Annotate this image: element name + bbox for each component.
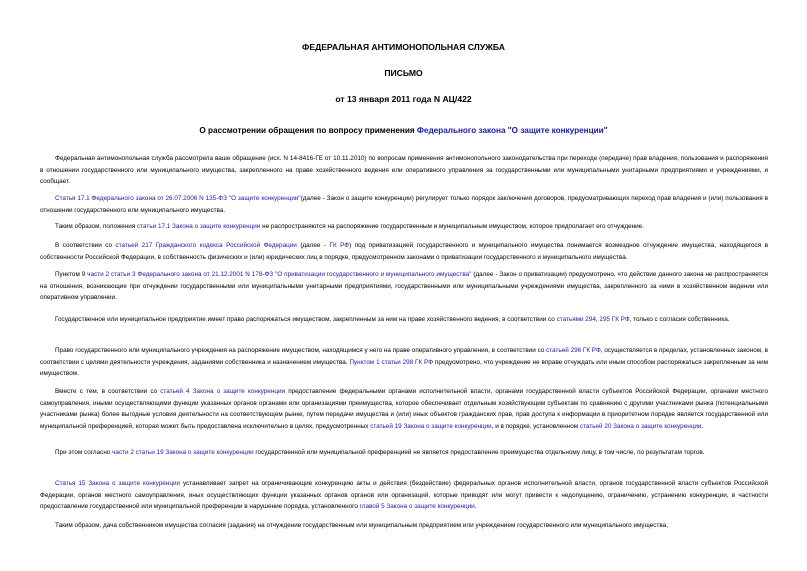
paragraph-6-text-a: Государственное или муниципальное предприятие имеет право распоряжаться имуществом, закрепленным за ним на праве хозяйственного ведения, в соответствии со — [55, 316, 557, 323]
document-subject — [0, 126, 807, 135]
paragraph-4-text-b: (далее - — [296, 242, 330, 249]
paragraph-9 — [40, 447, 768, 459]
paragraph-7 — [40, 345, 768, 380]
link-article-17-1[interactable]: Статья 17.1 Федерального закона от 26.07.2006 N 135-ФЗ "О защите конкуренции" — [55, 195, 301, 202]
subject-text: О рассмотрении обращения по вопросу применения — [199, 126, 417, 135]
paragraph-4 — [40, 240, 768, 263]
link-article-20[interactable]: статьей 20 Закона о защите конкуренции — [579, 422, 702, 430]
link-article-17-1-law[interactable]: статьи 17.1 Закона о защите конкуренции — [137, 223, 261, 230]
paragraph-8-text-d: . — [701, 422, 704, 430]
paragraph-5-text-b: (далее - Закон о приватизации) предусмотрено, что действие данного закона не распространяется на отношения, возникающие при отчуждении государственными или муниципальными унитарными предприятиями, государственными или муниципальными учреждениями имущества, закрепленного за ними в хозяйственном ведении или оперативном управлении. — [40, 271, 768, 302]
link-article-296[interactable]: статьей 296 ГК РФ — [546, 347, 601, 354]
paragraph-7-text-c: предусмотрено, что учреждение не вправе отчуждать или иным способом распоряжаться закрепленным за ним имуществом. — [40, 358, 768, 378]
paragraph-4-text-a: В соответствии со — [55, 242, 116, 249]
link-article-15[interactable]: Статья 15 Закона о защите конкуренции — [55, 480, 181, 487]
link-article-19[interactable]: статьей 19 Закона о защите конкуренции — [370, 422, 492, 430]
link-article-294[interactable]: статьями 294 — [556, 316, 596, 323]
link-civil-code-217[interactable]: статьей 217 Гражданского кодекса Российской Федерации — [115, 242, 297, 249]
paragraph-9-text-b: государственной или муниципальной преференцией не является предоставление преимущества отдельному лицу, в том числе, по результатам торгов. — [253, 449, 705, 456]
paragraph-10 — [40, 478, 768, 513]
link-privatization-law[interactable]: части 2 статьи 3 Федерального закона от 21.12.2001 N 178-ФЗ "О приватизации государственного и муниципального имущества" — [87, 271, 472, 278]
paragraph-4-text-c: ) под приватизацией государственного и муниципального имущества понимается возмездное отчуждение имущества, находящегося в собственности Российской Федерации, в собственность физических и (или) юридических лиц в порядке, предусмотренном законами о приватизации государственного и муниципального имущества. — [40, 242, 769, 261]
paragraph-11: Таким образом, дача собственником имущества согласия (задания) на отчуждение государственным или муниципальным предприятием или учреждением государственного или муниципального имущества, — [55, 522, 668, 529]
paragraph-7-text-a: Право государственного или муниципального учреждения на распоряжение имуществом, находящимся у него на праве оперативного управления, в соответствии со — [55, 347, 547, 354]
paragraph-5 — [40, 269, 768, 304]
paragraph-10-text-a: устанавливает запрет на ограничивающие конкуренцию акты и действия (бездействие) федеральных органов исполнительной власти, органов государственной власти субъектов Российской Федерации, органов местного самоуправления, иных осуществляющих функции указанных органов органов или организаций, которые приводят или могут привести к недопущению, ограничению, устранению конкуренции, в частности предоставление государственной или муниципальной преференции в нарушение порядка, установленного — [40, 480, 769, 511]
paragraph-8-text-b: предоставление федеральными органами исполнительной власти, органами государственной власти субъектов Российской Федерации, органами местного самоуправления, иными осуществляющими функции указанных органов органами или организациями преимущества, которое обеспечивает отдельным хозяйствующим субъектам по сравнению с другими участниками рынка (потенциальными участниками рынка) более выгодные условия деятельности на соответствующем рынке, путем передачи имущества и (или) иных объектов гражданских прав, прав доступа к информации в приоритетном порядке является государственной или муниципальной преференцией, которая может быть предоставлена исключительно в целях, предусмотренных — [40, 388, 768, 430]
link-article-19-part-2[interactable]: части 2 статьи 19 Закона о защите конкуренции — [112, 449, 254, 456]
paragraph-6-text-c: , только с согласия собственника. — [629, 316, 730, 323]
paragraph-1: Федеральная антимонопольная служба рассмотрела ваше обращение (исх. N 14-8416-ГЕ от 10.11.2010) по вопросам применения антимонопольного законодательства при переходе (передаче) прав владения, пользования и распоряжения в отношении государственного или муниципального имущества, закрепленного на праве хозяйственного ведения или оперативного управления за государственными или муниципальными унитарными предприятиями и учреждениями, и сообщает. — [40, 155, 768, 186]
document-date: от 13 января 2011 года N АЦ/422 — [335, 94, 472, 104]
paragraph-6-text-b: , — [595, 316, 600, 323]
link-article-295[interactable]: 295 ГК РФ — [599, 316, 630, 323]
link-civil-code[interactable]: ГК РФ — [329, 242, 350, 249]
paragraph-8 — [40, 386, 768, 432]
paragraph-3 — [40, 221, 768, 233]
paragraph-8-text-a: Вместе с тем, в соответствии со — [55, 388, 161, 395]
paragraph-2 — [40, 193, 768, 216]
paragraph-10-text-b: . — [474, 503, 477, 511]
paragraph-2-text: (далее - Закон о защите конкуренции) регулирует только порядок заключения договоров, предусматривающих переход прав владения и (или) пользования в отношении государственного или муниципального имущества. — [40, 195, 768, 214]
paragraph-3-text-b: не распространяются на распоряжение государственным и муниципальным имуществом, которое предполагает его отчуждение. — [260, 223, 644, 230]
paragraph-3-text-a: Таким образом, положения — [55, 223, 138, 230]
document-type: ПИСЬМО — [384, 68, 423, 78]
paragraph-6 — [40, 314, 768, 326]
paragraph-5-text-a: Пунктом 9 — [55, 271, 88, 278]
subject-law-link[interactable]: Федерального закона "О защите конкуренции" — [416, 126, 608, 135]
link-article-298[interactable]: Пунктом 1 статьи 298 ГК РФ — [349, 358, 434, 366]
paragraph-7-text-b: , осуществляется в пределах, установленных законом, в соответствии с целями деятельности учреждения, заданиями собственника и назначением имущества. — [40, 347, 768, 366]
paragraph-9-text-a: При этом согласно — [55, 449, 113, 456]
link-chapter-5[interactable]: главой 5 Закона о защите конкуренции — [359, 503, 475, 511]
link-article-4[interactable]: статьей 4 Закона о защите конкуренции — [160, 388, 286, 395]
agency-title: ФЕДЕРАЛЬНАЯ АНТИМОНОПОЛЬНАЯ СЛУЖБА — [302, 42, 505, 52]
paragraph-8-text-c: , и в порядке, установленном — [491, 422, 580, 430]
